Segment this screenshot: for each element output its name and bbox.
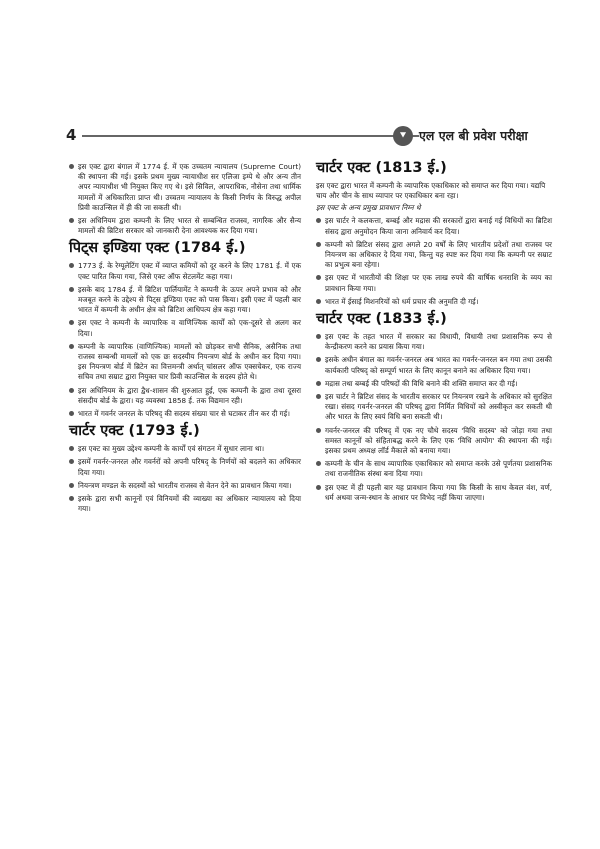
bullet-icon <box>316 334 321 339</box>
charter1813-list <box>316 216 552 307</box>
list-item: इस एक्ट ने कम्पनी के व्यापारिक व वाणिज्यिक कार्यों को एक-दूसरे से अलग कर दिया। <box>69 318 301 338</box>
list-item: नियन्त्रण मण्डल के सदस्यों को भारतीय राजस्व से वेतन देने का प्रावधान किया गया। <box>69 481 301 491</box>
bullet-icon <box>316 394 321 399</box>
page-header <box>0 124 600 148</box>
list-item: 1773 ई. के रेग्यूलेटिंग एक्ट में व्याप्त कमियों को दूर करने के लिए 1781 ई. में एक एक्ट पारित किया गया, जिसे एक्ट ऑफ सेटलमेंट कहा गया। <box>69 261 301 281</box>
book-title: एल एल बी प्रवेश परीक्षा <box>419 125 541 147</box>
list-item: इस एक्ट द्वारा बंगाल में 1774 ई. में एक उच्चतम न्यायालय (Supreme Court) की स्थापना की गई। इसके प्रथम मुख्य न्यायाधीश सर एलिजा इम्पे थे और अन्य तीन अपर न्यायाधीश भी नियुक्त किए गए थे। इसे सिविल, आपराधिक, नौसेना तथा धार्मिक मामलों में अधिकारिता प्राप्त थी। उच्चतम न्यायालय के किसी निर्णय के विरुद्ध अपील प्रिवी काउन्सिल में ही की जा सकती थी। <box>69 162 301 213</box>
section-heading: चार्टर एक्ट (1813 ई.) <box>316 160 447 176</box>
list-item: भारत में गवर्नर जनरल के परिषद् की सदस्य संख्या चार से घटाकर तीन कर दी गई। <box>69 409 301 419</box>
bullet-icon <box>69 446 74 451</box>
list-item: इस एक्ट में ही पहली बार यह प्रावधान किया गया कि किसी के साथ केवल वंश, वर्ण, धर्म अथवा जन्म-स्थान के आधार पर विभेद नहीं किया जाएगा। <box>316 483 552 503</box>
list-item: भारत में ईसाई मिशनरियों को धर्म प्रचार की अनुमति दी गई। <box>316 297 552 307</box>
pitts-list <box>69 261 301 419</box>
section-heading: चार्टर एक्ट (1793 ई.) <box>69 423 200 440</box>
section-heading: पिट्स इण्डिया एक्ट (1784 ई.) <box>69 240 246 257</box>
list-item: इस अधिनियम द्वारा कम्पनी के लिए भारत से सम्बन्धित राजस्व, नागरिक और सैन्य मामलों की ब्रिटिश सरकार को जानकारी देना आवश्यक कर दिया गया। <box>69 216 301 236</box>
bullet-icon <box>316 485 321 490</box>
bullet-icon <box>316 299 321 304</box>
left-column <box>69 162 301 517</box>
list-item: इसके अधीन बंगाल का गवर्नर-जनरल अब भारत का गवर्नर-जनरल बन गया तथा उसकी कार्यकारी परिषद् को सम्पूर्ण भारत के लिए कानून बनाने का अधिकार दिया गया। <box>316 355 552 375</box>
charter1793-list <box>69 444 301 514</box>
bullet-icon <box>69 411 74 416</box>
list-item: इसके बाद 1784 ई. में ब्रिटिश पार्लियामेंट ने कम्पनी के ऊपर अपने प्रभाव को और मजबूत करने के उद्देश्य से पिट्स इण्डिया एक्ट को पास किया। इसी एक्ट में पहली बार भारत में कम्पनी के अधीन क्षेत्र को ब्रिटिश आधिपत्य क्षेत्र कहा गया। <box>69 285 301 316</box>
list-item: कम्पनी के चीन के साथ व्यापारिक एकाधिकार को समाप्त करके उसे पूर्णतया प्रशासनिक तथा राजनीतिक संस्था बना दिया गया। <box>316 459 552 479</box>
bullet-icon <box>69 483 74 488</box>
list-item: इस एक्ट का मुख्य उद्देश्य कम्पनी के कार्यों एवं संगठन में सुधार लाना था। <box>69 444 301 454</box>
list-item: इस चार्टर ने कलकत्ता, बम्बई और मद्रास की सरकारों द्वारा बनाई गई विधियों का ब्रिटिश संसद द्वारा अनुमोदन किया जाना अनिवार्य कर दिया। <box>316 216 552 236</box>
list-item: इस एक्ट में भारतीयों की शिक्षा पर एक लाख रुपये की वार्षिक धनराशि के व्यय का प्रावधान किया गया। <box>316 273 552 293</box>
bullet-icon <box>69 320 74 325</box>
bullet-icon <box>316 218 321 223</box>
bullet-icon <box>316 357 321 362</box>
list-item: इसमें गवर्नर-जनरल और गवर्नरों को अपनी परिषद् के निर्णयों को बदलने का अधिकार दिया गया। <box>69 457 301 477</box>
bullet-icon <box>69 164 74 169</box>
charter1833-list <box>316 332 552 503</box>
page-number: 4 <box>66 126 77 144</box>
list-item: इस अधिनियम के द्वारा द्वैध-शासन की शुरुआत हुई, एक कम्पनी के द्वारा तथा दूसरा संसदीय बोर्ड के द्वारा। यह व्यवस्था 1858 ई. तक विद्यमान रही। <box>69 386 301 406</box>
section-paragraph: इस एक्ट द्वारा भारत में कम्पनी के व्यापारिक एकाधिकार को समाप्त कर दिया गया। यद्यपि चाय और चीन के साथ व्यापार पर एकाधिकार बना रहा। <box>316 181 546 201</box>
section-heading: चार्टर एक्ट (1833 ई.) <box>316 311 447 328</box>
bullet-icon <box>316 275 321 280</box>
list-item: मद्रास तथा बम्बई की परिषदों की विधि बनाने की शक्ति समाप्त कर दी गई। <box>316 379 552 389</box>
bullet-icon <box>69 287 74 292</box>
bullet-icon <box>316 428 321 433</box>
bullet-icon <box>69 388 74 393</box>
intro-list <box>69 162 301 236</box>
list-item: इस चार्टर ने ब्रिटिश संसद के भारतीय सरकार पर नियन्त्रण रखने के अधिकार को सुरक्षित रखा। संसद गवर्नर-जनरल की परिषद् द्वारा निर्मित विधियों को अस्वीकृत कर सकती थी और भारत के लिए स्वयं विधि बना सकती थी। <box>316 392 552 423</box>
list-item: इस एक्ट के तहत भारत में सरकार का विधायी, विधायी तथा प्रशासनिक रूप से केन्द्रीकरण करने का प्रयास किया गया। <box>316 332 552 352</box>
list-item: कम्पनी को ब्रिटिश संसद द्वारा अगले 20 वर्षों के लिए भारतीय प्रदेशों तथा राजस्व पर नियन्त्रण का अधिकार दे दिया गया, किन्तु यह स्पष्ट कर दिया गया कि कम्पनी पर सम्राट का प्रभुत्व बना रहेगा। <box>316 240 552 271</box>
bullet-icon <box>316 242 321 247</box>
bullet-icon <box>69 459 74 464</box>
section-note: इस एक्ट के अन्य प्रमुख प्रावधान निम्न थे <box>316 203 421 213</box>
list-item: इसके द्वारा सभी कानूनों एवं विनियमों की व्याख्या का अधिकार न्यायालय को दिया गया। <box>69 494 301 514</box>
bullet-icon <box>69 496 74 501</box>
bullet-icon <box>69 344 74 349</box>
list-item: गवर्नर-जनरल की परिषद् में एक नए चौथे सदस्य 'विधि सदस्य' को जोड़ा गया तथा समस्त कानूनों को संहिताबद्ध करने के लिए एक 'विधि आयोग' की स्थापना की गई। इसका प्रथम अध्यक्ष लॉर्ड मैकाले को बनाया गया। <box>316 426 552 457</box>
right-column <box>316 160 552 506</box>
bullet-icon <box>316 461 321 466</box>
bullet-icon <box>316 381 321 386</box>
double-chevron-down-icon: ⯆ <box>393 126 413 146</box>
list-item: कम्पनी के व्यापारिक (वाणिज्यिक) मामलों को छोड़कर सभी सैनिक, असैनिक तथा राजस्व सम्बन्धी मामलों को एक छः सदस्यीय नियन्त्रण बोर्ड के अधीन कर दिया गया। इस नियन्त्रण बोर्ड में ब्रिटेन का वित्तमन्त्री अर्थात् चांसलर ऑफ एक्सचेकर, एक राज्य सचिव तथा सम्राट द्वारा नियुक्त चार प्रिवी काउन्सिल के सदस्य होते थे। <box>69 342 301 383</box>
bullet-icon <box>69 263 74 268</box>
bullet-icon <box>69 218 74 223</box>
